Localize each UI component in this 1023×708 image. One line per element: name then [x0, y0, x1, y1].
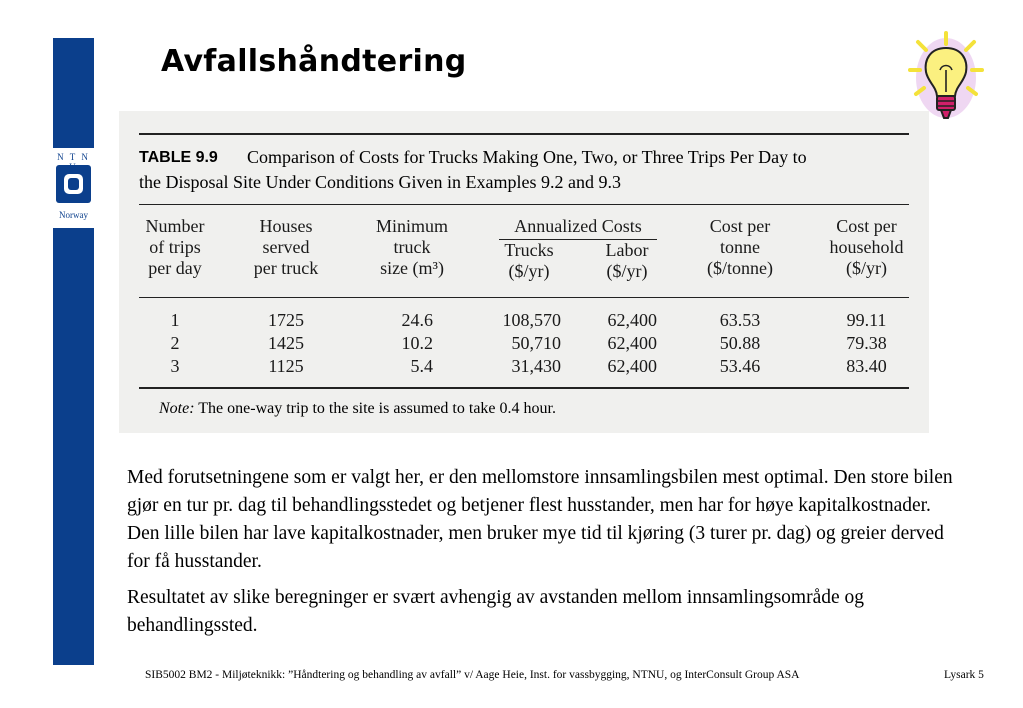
header-cost-household: Cost per household ($/yr) [829, 216, 904, 278]
header-truck-size: Minimum truck size (m³) [375, 216, 448, 278]
table-bottom-rule [139, 387, 909, 389]
header-trips: Number of trips per day [145, 216, 205, 278]
header-cost-tonne: Cost per tonne ($/tonne) [707, 216, 773, 278]
logo-mark [56, 165, 91, 203]
cost-comparison-table: TABLE 9.9 Comparison of Costs for Trucks Making One, Two, or Three Trips Per Day to the Disposal Site Under Conditions Given in Examples 9.2 and 9.3 Number of trips per day Houses served per truck Minimum truck size (m³) Annualized Costs Trucks ($/yr) Labor ($/yr) Cost per tonne ($/tonne) Cost per household ($/yr) 1 1725 24.6 108,570 62,400 63.53 99.11 2 1425 10.2 50,710 62,400 50.88 79.38 3 1125 5.4 31,430 62,400 53.46 83.40 Note: The one-way trip to the site is assumed to take 0.4 hour. [119, 111, 929, 433]
page-number: Lysark 5 [944, 669, 984, 681]
logo-letters: N T N [57, 152, 90, 162]
logo-country: Norway [59, 210, 88, 220]
table-caption-line2: the Disposal Site Under Conditions Given in Examples 9.2 and 9.3 [139, 172, 621, 192]
table-caption-line1: Comparison of Costs for Trucks Making One, Two, or Three Trips Per Day to [247, 147, 807, 167]
header-houses: Houses served per truck [253, 216, 319, 278]
paragraph-2: Resultatet av slike beregninger er svært avhengig av avstanden mellom innsamlingsområde og behandlingssted. [127, 587, 865, 636]
body-text [127, 464, 967, 648]
header-bottom-rule [139, 297, 909, 298]
footer-text: SIB5002 BM2 - Miljøteknikk: ”Håndtering og behandling av avfall” v/ Aage Heie, Inst. for vassbygging, NTNU, og InterConsult Group ASA [145, 669, 800, 681]
paragraph-1: Med forutsetningene som er valgt her, er den mellomstore innsamlingsbilen mest optimal. Den store bilen gjør en tur pr. dag til behandlingsstedet og betjener flest husstander, men har for høye kapitalkostnader. Den lille bilen har lave kapitalkostnader, men bruker mye tid til kjøring (3 turer pr. dag) og greier derved for få husstander. [127, 467, 953, 572]
header-annualized-costs: Annualized Costs [514, 216, 642, 236]
table-top-rule [139, 133, 909, 135]
table-label: TABLE 9.9 [139, 149, 218, 166]
header-labor: Labor ($/yr) [605, 240, 649, 281]
note-text: The one-way trip to the site is assumed to take 0.4 hour. [198, 400, 556, 417]
note-label: Note: [159, 400, 195, 417]
left-band [53, 38, 94, 665]
header-top-rule [139, 204, 909, 205]
header-trucks: Trucks ($/yr) [504, 240, 554, 281]
table-note [159, 400, 556, 418]
slide-title: Avfallshåndtering [161, 44, 467, 79]
ntnu-logo [53, 148, 94, 228]
